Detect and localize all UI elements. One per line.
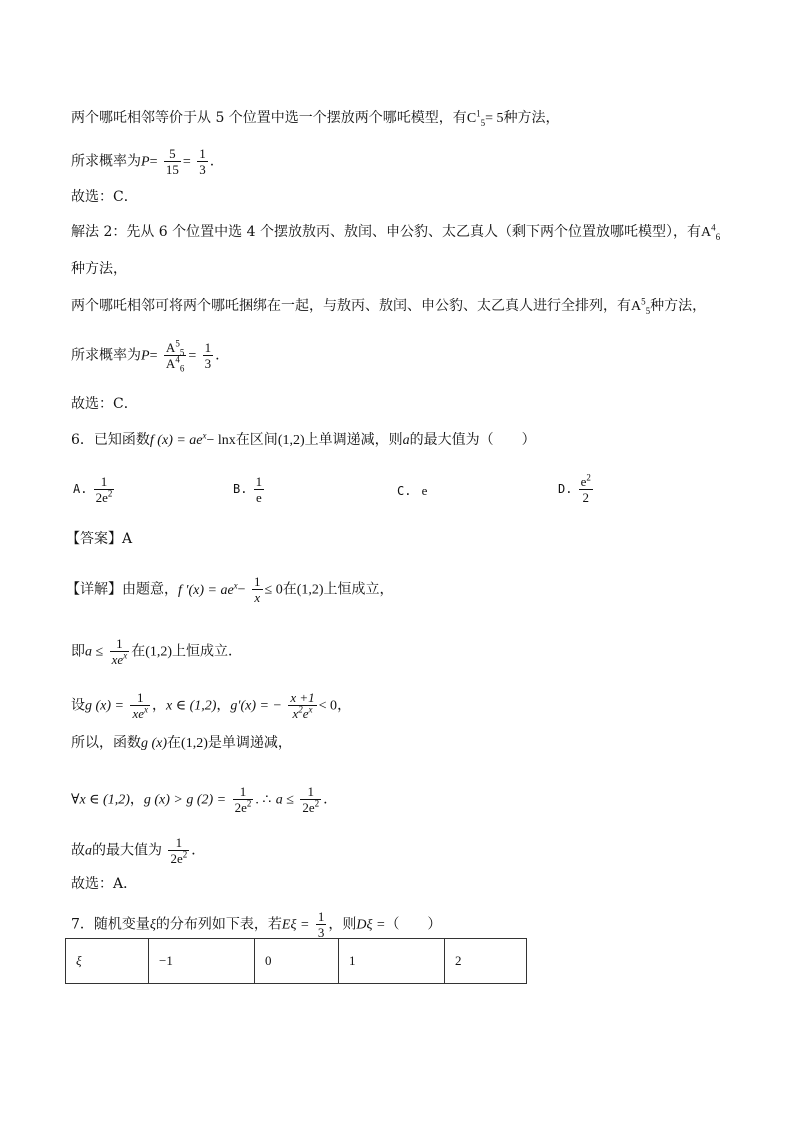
question-7: 7．随机变量ξ的分布列如下表，若Eξ = $\frac{1}{3}$ ，则Dξ =（ ） — [71, 909, 442, 940]
probability-line-1: 所求概率为P= $\frac{5}{15}$ = $\frac{1}{3}$ . — [71, 146, 215, 177]
detail-line-2: 即a ≤ $\frac{1}{xe^x}$ 在(1,2)上恒成立． — [71, 636, 243, 667]
detail-line-6: 故a的最大值为 $\frac{1}{2e^2}$ ． — [71, 835, 206, 866]
choice-d[interactable]: D. $\frac{e^2}{2}$ — [558, 472, 591, 505]
distribution-table — [65, 938, 527, 984]
detail-line-3: 设g (x) = $\frac{1}{xe^x}$ ，x ∈ (1,2)，g′(x) = − $\frac{x +1}{x^2e^x}$ < 0， — [71, 690, 352, 721]
answer-label: 【答案】A — [66, 531, 133, 547]
table-cell: 2 — [445, 939, 527, 984]
probability-line-2: 所求概率为P= $\frac{A^5_5}{A^4_6}$ = $\frac{1}{3}$ . — [71, 338, 220, 374]
table-cell: 1 — [339, 939, 445, 984]
detail-line-5: ∀x ∈ (1,2)，g (x) > g (2) = $\frac{1}{2e^2}$ . ∴ a ≤ $\frac{1}{2e^2}$ . — [71, 784, 328, 815]
question-6: 6．已知函数f $(x) = ae^x- \ln x$在区间(1,2)上单调递减，则a的最大值为（ ） — [71, 430, 536, 448]
solution-line-1: 两个哪吒相邻等价于从 5 个位置中选一个摆放两个哪吒模型，有$C^1_5= 5$种方法， — [71, 108, 560, 128]
detail-line-4: 所以，函数g (x)在(1,2)是单调递减， — [71, 735, 292, 751]
table-cell: −1 — [149, 939, 255, 984]
method-2-line: 解法 2：先从 6 个位置中选 4 个摆放敖丙、敖闰、申公豹、太乙真人（剩下两个位置放哪吒模型），有$A^4_6$ — [71, 222, 721, 242]
choice-conclusion-2: 故选：C． — [71, 396, 138, 412]
choice-a[interactable]: A. $\frac{1}{2e^2}$ — [73, 474, 113, 505]
choice-c[interactable]: C. e — [397, 483, 428, 498]
choice-conclusion-3: 故选：A． — [71, 876, 138, 892]
choice-b[interactable]: B. $\frac{1}{e}$ — [233, 474, 263, 505]
fraction-a55-a64: $\frac{A^5_5}{A^4_6}$ — [165, 338, 185, 374]
choice-conclusion-1: 故选：C． — [71, 189, 138, 205]
fraction-1-3: $\frac{1}{3}$ — [199, 146, 206, 177]
table-cell: 0 — [255, 939, 339, 984]
table-cell: ξ — [66, 939, 149, 984]
method-2-line-cont: 种方法， — [71, 261, 127, 277]
bundle-line: 两个哪吒相邻可将两个哪吒捆绑在一起，与敖丙、敖闰、申公豹、太乙真人进行全排列，有$A^5_5$种方法， — [71, 296, 707, 316]
fraction-5-15: $\frac{5}{15}$ — [165, 146, 179, 177]
fraction-1-3: $\frac{1}{3}$ — [204, 340, 212, 371]
detail-line-1: 【详解】由题意，f $'(x) = ae^x-$ $\frac{1}{x}$ ≤ 0在(1,2)上恒成立， — [66, 574, 394, 605]
table-row — [66, 939, 527, 984]
